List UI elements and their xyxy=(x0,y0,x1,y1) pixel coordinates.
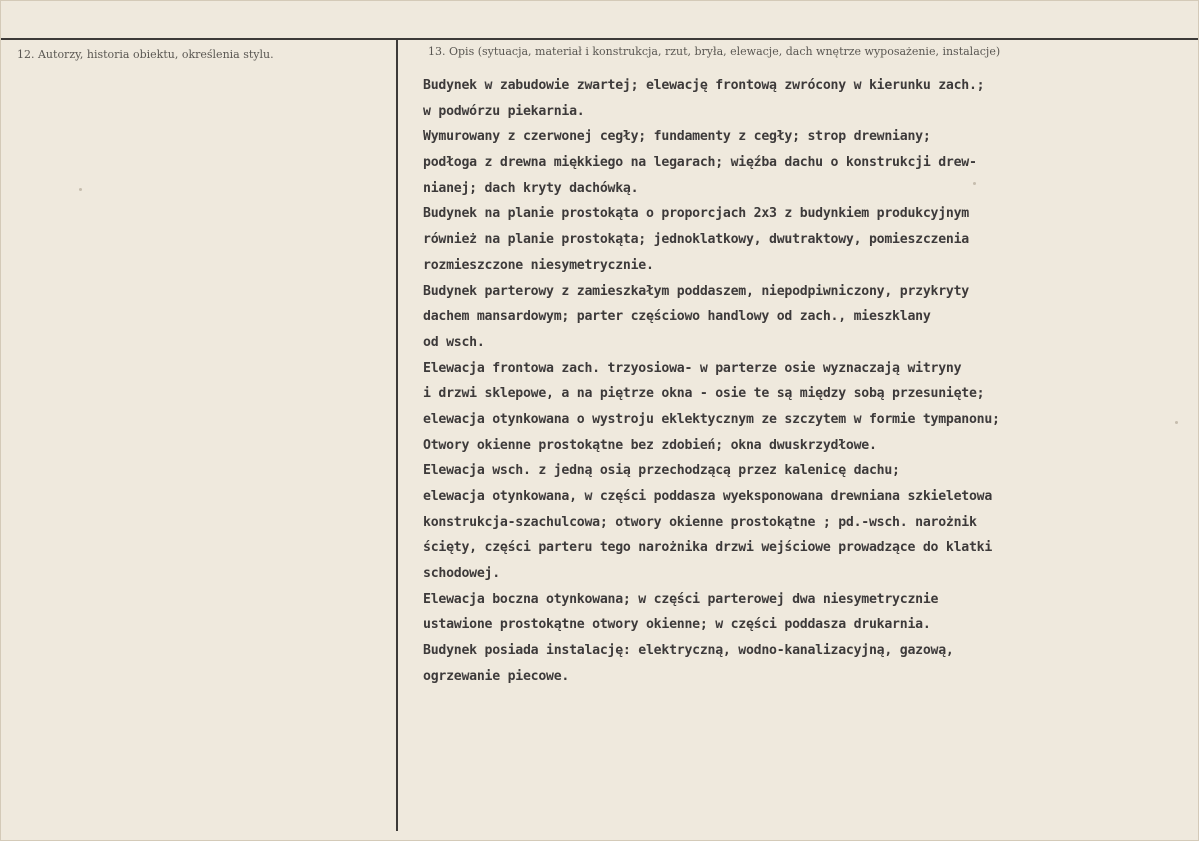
text-line: w podwórzu piekarnia. xyxy=(423,103,585,119)
paper-speck xyxy=(1175,421,1178,424)
text-line: ogrzewanie piecowe. xyxy=(423,668,570,684)
header-divider xyxy=(1,38,1199,40)
text-line: Elewacja frontowa zach. trzyosiowa- w parterze osie wyznaczają witryny xyxy=(423,360,962,376)
text-line: również na planie prostokąta; jednoklatkowy, dwutraktowy, pomieszczenia xyxy=(423,232,969,248)
text-line: ścięty, części parteru tego narożnika drzwi wejściowe prowadzące do klatki xyxy=(423,540,993,556)
text-line: od wsch. xyxy=(423,334,485,350)
section-12-heading: 12. Autorzy, historia obiektu, określenia stylu. xyxy=(17,48,274,61)
text-line: rozmieszczone niesymetrycznie. xyxy=(423,257,654,273)
text-line: Budynek posiada instalację: elektryczną, wodno-kanalizacyjną, gazową, xyxy=(423,643,954,659)
paper-speck xyxy=(973,182,976,185)
text-line: podłoga z drewna miękkiego na legarach; więźba dachu o konstrukcji drew- xyxy=(423,155,977,171)
text-line: i drzwi sklepowe, a na piętrze okna - osie te są między sobą przesunięte; xyxy=(423,386,985,402)
text-line: dachem mansardowym; parter częściowo handlowy od zach., mieszklany xyxy=(423,309,931,325)
typed-description xyxy=(423,73,1193,690)
text-line: Wymurowany z czerwonej cegły; fundamenty z cegły; strop drewniany; xyxy=(423,129,931,145)
text-line: elewacja otynkowana, w części poddasza wyeksponowana drewniana szkieletowa xyxy=(423,489,993,504)
text-line: nianej; dach kryty dachówką. xyxy=(423,180,639,196)
text-line: ustawione prostokątne otwory okienne; w części poddasza drukarnia. xyxy=(423,617,931,633)
paper-speck xyxy=(79,188,82,191)
text-line: Elewacja wsch. z jedną osią przechodzącą przez kalenicę dachu; xyxy=(423,463,900,479)
text-line: schodowej. xyxy=(423,566,500,582)
section-13-heading: 13. Opis (sytuacja, materiał i konstrukcja, rzut, bryła, elewacje, dach wnętrze wyposażenie, instalacje) xyxy=(428,45,1001,58)
text-line: Elewacja boczna otynkowana; w części parterowej dwa niesymetrycznie xyxy=(423,591,939,607)
text-line: Budynek w zabudowie zwartej; elewację frontową zwrócony w kierunku zach.; xyxy=(423,78,985,93)
text-line: elewacja otynkowana o wystroju eklektycznym ze szczytem w formie tympanonu; xyxy=(423,411,1000,427)
text-line: konstrukcja-szachulcowa; otwory okienne prostokątne ; pd.-wsch. narożnik xyxy=(423,514,977,530)
text-line: Otwory okienne prostokątne bez zdobień; okna dwuskrzydłowe. xyxy=(423,437,877,453)
text-line: Budynek na planie prostokąta o proporcjach 2x3 z budynkiem produkcyjnym xyxy=(423,206,969,222)
text-line: Budynek parterowy z zamieszkałym poddaszem, niepodpiwniczony, przykryty xyxy=(423,283,969,299)
column-divider xyxy=(396,38,398,831)
